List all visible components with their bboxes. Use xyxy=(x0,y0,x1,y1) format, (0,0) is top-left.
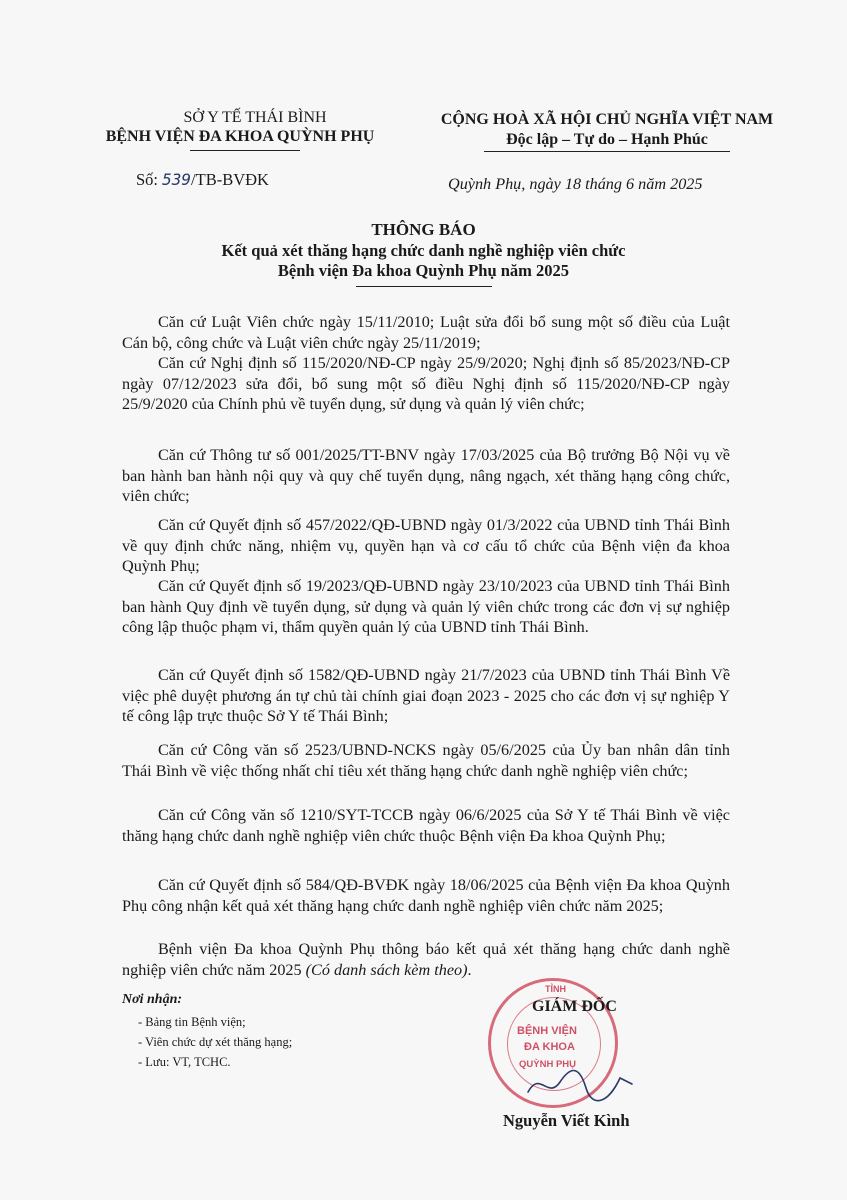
paragraph-legal-basis-4 xyxy=(122,515,730,577)
signer-name: Nguyễn Viết Kình xyxy=(503,1111,630,1130)
paragraph-text: Căn cứ Công văn số 1210/SYT-TCCB ngày 06/6/2025 của Sở Y tế Thái Bình về việc thăng hạng chức danh nghề nghiệp viên chức thuộc Bệnh viện Đa khoa Quỳnh Phụ; xyxy=(122,806,730,845)
title-underline xyxy=(356,286,492,287)
paragraph-text: Căn cứ Thông tư số 001/2025/TT-BNV ngày 17/03/2025 của Bộ trưởng Bộ Nội vụ về ban hành ban hành nội quy và quy chế tuyển dụng, nâng ngạch, xét thăng hạng công chức, viên chức; xyxy=(122,446,730,505)
official-seal: TỈNH BỆNH VIỆN ĐA KHOA QUỲNH PHỤ xyxy=(488,978,618,1108)
doc-no-handwritten: 539 xyxy=(162,170,192,189)
attachment-note: (Có danh sách kèm theo) xyxy=(305,960,468,979)
doc-type-title: THÔNG BÁO xyxy=(371,220,476,239)
paragraph-legal-basis-5 xyxy=(122,576,730,638)
paragraph-legal-basis-9 xyxy=(122,875,730,916)
doc-subject-line1: Kết quả xét thăng hạng chức danh nghề nghiệp viên chức xyxy=(221,241,626,260)
paragraph-text: Căn cứ Quyết định số 584/QĐ-BVĐK ngày 18/06/2025 của Bệnh viện Đa khoa Quỳnh Phụ công nhận kết quả xét thăng hạng chức danh nghề nghiệp viên chức năm 2025; xyxy=(122,876,730,915)
recipients-heading: Nơi nhận: xyxy=(122,992,183,1007)
handwritten-signature xyxy=(520,1060,640,1110)
paragraph-legal-basis-2 xyxy=(122,353,730,415)
paragraph-text: Căn cứ Quyết định số 1582/QĐ-UBND ngày 21/7/2023 của UBND tỉnh Thái Bình Về việc phê duyệt phương án tự chủ tài chính giai đoạn 2023 - 2025 cho các đơn vị sự nghiệp Y tế công lập trực thuộc Sở Y tế Thái Bình; xyxy=(122,666,730,725)
recipient-item: - Viên chức dự xét thăng hạng; xyxy=(138,1035,293,1049)
org-name-underline xyxy=(190,150,300,151)
announcement-text: Bệnh viện Đa khoa Quỳnh Phụ thông báo kết quả xét thăng hạng chức danh nghề nghiệp viên chức năm 2025 xyxy=(122,940,730,979)
document-number xyxy=(136,170,269,190)
paragraph-text: Căn cứ Luật Viên chức ngày 15/11/2010; Luật sửa đổi bổ sung một số điều của Luật Cán bộ, công chức và Luật viên chức ngày 25/11/2019; xyxy=(122,313,730,352)
paragraph-text: Căn cứ Quyết định số 19/2023/QĐ-UBND ngày 23/10/2023 của UBND tỉnh Thái Bình ban hành Quy định về tuyển dụng, sử dụng và quản lý viên chức trong các đơn vị sự nghiệp công lập thuộc phạm vi, thẩm quyền quản lý của UBND tỉnh Thái Bình. xyxy=(122,577,730,636)
announcement-end: . xyxy=(467,960,472,979)
place-date: Quỳnh Phụ, ngày 18 tháng 6 năm 2025 xyxy=(448,175,703,193)
motto-underline xyxy=(484,151,730,152)
paragraph-text: Căn cứ Nghị định số 115/2020/NĐ-CP ngày 25/9/2020; Nghị định số 85/2023/NĐ-CP ngày 07/12/2023 sửa đổi, bổ sung một số điều Nghị định số 115/2020/NĐ-CP ngày 25/9/2020 của Chính phủ về tuyển dụng, sử dụng và quản lý viên chức; xyxy=(122,354,730,413)
org-name: BỆNH VIỆN ĐA KHOA QUỲNH PHỤ xyxy=(105,128,375,145)
paragraph-legal-basis-6 xyxy=(122,665,730,727)
paragraph-legal-basis-1 xyxy=(122,312,730,353)
paragraph-legal-basis-7 xyxy=(122,740,730,781)
doc-no-suffix: /TB-BVĐK xyxy=(191,170,269,189)
recipient-item: - Lưu: VT, TCHC. xyxy=(138,1055,231,1069)
paragraph-text: Căn cứ Công văn số 2523/UBND-NCKS ngày 05/6/2025 của Ủy ban nhân dân tỉnh Thái Bình về việc thống nhất chỉ tiêu xét thăng hạng chức danh nghề nghiệp viên chức; xyxy=(122,741,730,780)
signer-title: GIÁM ĐỐC xyxy=(532,998,617,1015)
doc-no-prefix: Số: xyxy=(136,170,159,189)
motto: Độc lập – Tự do – Hạnh Phúc xyxy=(506,131,708,148)
nation-title: CỘNG HOÀ XÃ HỘI CHỦ NGHĨA VIỆT NAM xyxy=(440,111,774,128)
paragraph-legal-basis-8 xyxy=(122,805,730,846)
recipients-list xyxy=(138,1012,292,1072)
doc-subject-line2: Bệnh viện Đa khoa Quỳnh Phụ năm 2025 xyxy=(277,261,570,280)
paragraph-text: Căn cứ Quyết định số 457/2022/QĐ-UBND ngày 01/3/2022 của UBND tỉnh Thái Bình về quy định chức năng, nhiệm vụ, quyền hạn và cơ cấu tổ chức của Bệnh viện đa khoa Quỳnh Phụ; xyxy=(122,516,730,575)
org-parent: SỞ Y TẾ THÁI BÌNH xyxy=(183,109,327,126)
recipient-item: - Bảng tin Bệnh viện; xyxy=(138,1015,246,1029)
paragraph-announcement xyxy=(122,939,730,980)
paragraph-legal-basis-3 xyxy=(122,445,730,507)
